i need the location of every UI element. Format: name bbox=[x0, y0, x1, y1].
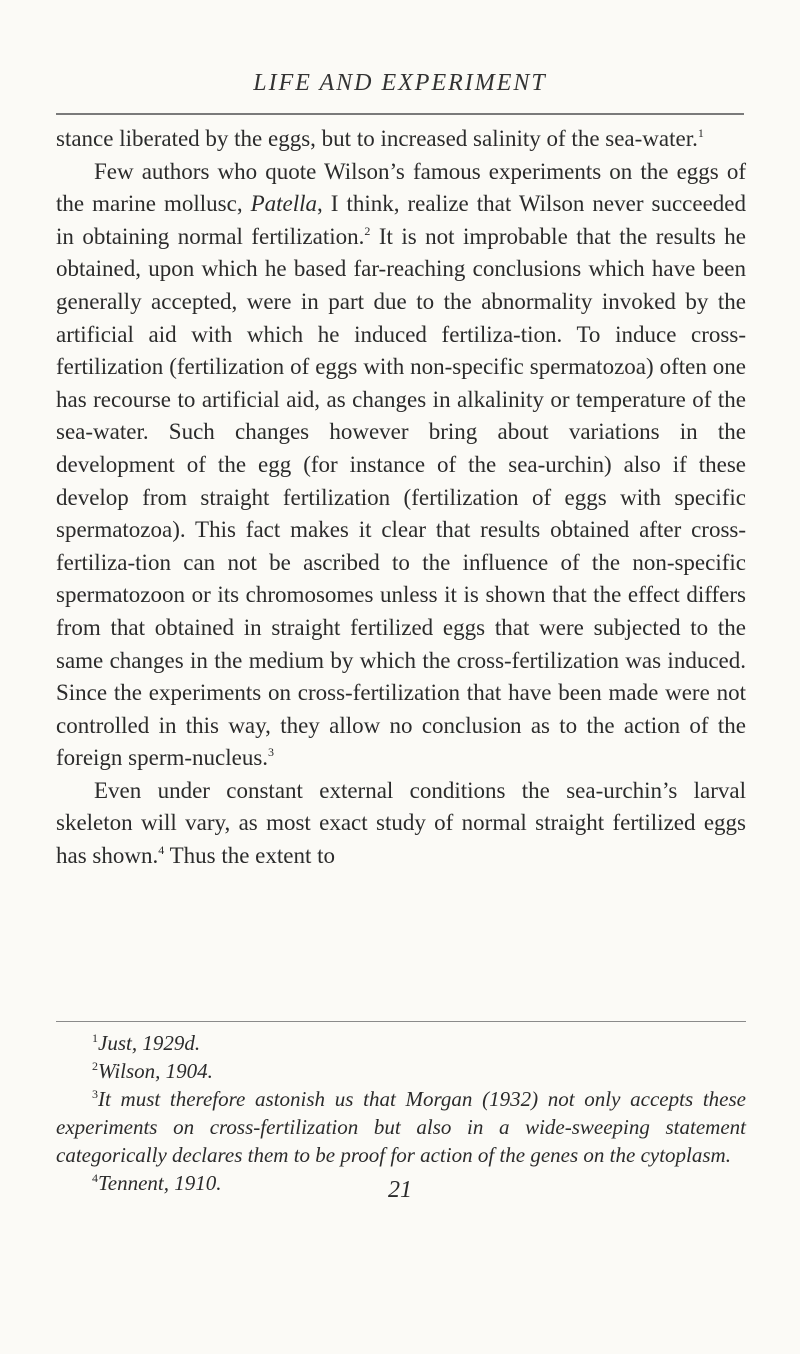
paragraph-1 bbox=[56, 123, 746, 156]
footnotes bbox=[56, 1029, 746, 1197]
footnote-4-text: Tennent, 1910. bbox=[98, 1171, 222, 1195]
footnote-2-number: 2 bbox=[92, 1059, 98, 1073]
footnote-ref-3: 3 bbox=[268, 745, 275, 760]
paragraph-1-text: stance liberated by the eggs, but to increased salinity of the sea-water. bbox=[56, 126, 698, 151]
body-text bbox=[56, 123, 746, 873]
header-rule bbox=[56, 113, 744, 115]
paragraph-2-text-b: , I think, realize that Wilson never succeeded in obtaining normal fertilization. bbox=[56, 191, 746, 249]
footnote-3-number: 3 bbox=[92, 1087, 98, 1101]
paragraph-3-text-b: Thus the extent to bbox=[164, 843, 336, 869]
running-head: LIFE AND EXPERIMENT bbox=[253, 70, 547, 96]
footnote-1 bbox=[56, 1029, 746, 1057]
footnote-4-number: 4 bbox=[92, 1171, 98, 1185]
footnote-3-text: It must therefore astonish us that Morgan (1932) not only accepts these experiments on cross-fertilization but also in a wide-sweeping statement categorically declares them to be proof for action of the genes on the cytoplasm. bbox=[56, 1087, 746, 1167]
footnote-1-number: 1 bbox=[92, 1031, 98, 1045]
paragraph-3 bbox=[56, 775, 746, 873]
paragraph-3-text-a: Even under constant external conditions the sea-urchin’s larval skeleton will vary, as most exact study of normal straight fertilized eggs has shown. bbox=[56, 777, 746, 869]
paragraph-2-text-c: It is not improbable that the results he obtained, upon which he based far-reaching conclusions which have been generally accepted, were in part due to the abnormality invoked by the artificial aid with which he induced fertiliza-tion. To induce cross-fertilization (fertilization of eggs with non-specific spermatozoa) often one has recourse to artificial aid, as changes in alkalinity or temperature of the sea-water. Such changes however bring about variations in the development of the egg (for instance of the sea-urchin) also if these develop from straight fertilization (fertilization of eggs with specific spermatozoa). This fact makes it clear that results obtained after cross-fertiliza-tion can not be ascribed to the influence of the non-specific spermatozoon or its chromosomes unless it is shown that the effect differs from that obtained in straight fertilized eggs that were subjected to the same changes in the medium by which the cross-fertilization was induced. Since the experiments on cross-fertilization that have been made were not controlled in this way, they allow no conclusion as to the action of the foreign sperm-nucleus. bbox=[56, 223, 747, 771]
paragraph-2-text-a: Few authors who quote Wilson’s famous experiments on the eggs of the marine mollusc, bbox=[56, 158, 746, 217]
footnote-3 bbox=[56, 1085, 746, 1169]
page-number: 21 bbox=[388, 1177, 412, 1203]
footnote-2 bbox=[56, 1057, 746, 1085]
footnote-ref-4: 4 bbox=[158, 843, 165, 858]
footnote-1-text: Just, 1929d. bbox=[98, 1031, 201, 1055]
footnote-ref-1: 1 bbox=[697, 126, 704, 140]
footnote-2-text: Wilson, 1904. bbox=[98, 1059, 213, 1083]
footnote-rule bbox=[56, 1021, 746, 1022]
footnote-ref-2: 2 bbox=[364, 223, 371, 238]
italic-term-patella: Patella bbox=[250, 191, 318, 217]
paragraph-2 bbox=[56, 156, 746, 775]
